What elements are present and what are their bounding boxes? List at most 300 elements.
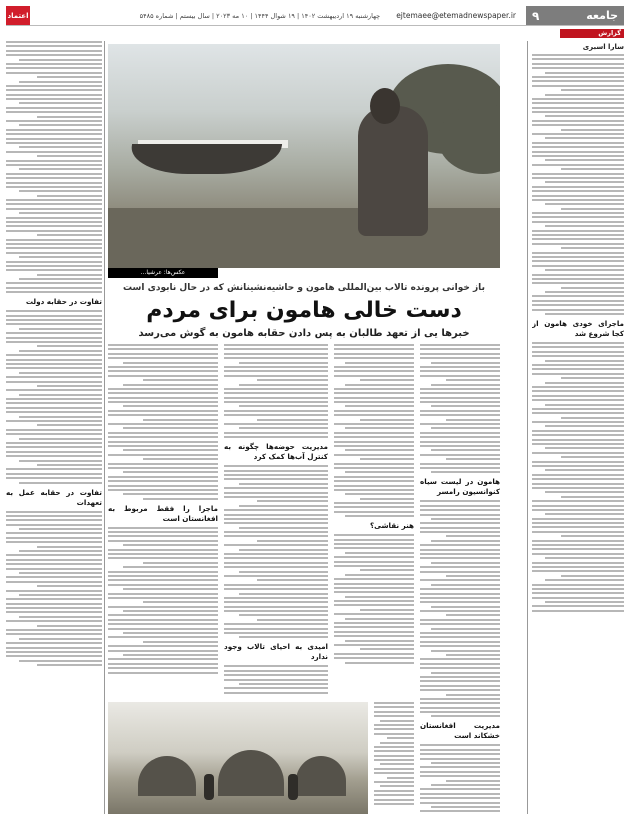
text-line bbox=[532, 63, 624, 65]
text-line bbox=[431, 762, 500, 764]
text-line bbox=[257, 419, 328, 421]
section-email[interactable]: ejtemaee@etemadnewspaper.ir bbox=[396, 11, 516, 20]
text-line bbox=[334, 534, 414, 536]
text-line bbox=[420, 775, 500, 777]
right-column-text bbox=[532, 54, 624, 315]
text-line bbox=[257, 540, 328, 542]
text-line bbox=[420, 676, 500, 678]
text-line bbox=[108, 623, 218, 625]
text-line bbox=[108, 650, 218, 652]
text-line bbox=[431, 606, 500, 608]
text-line bbox=[532, 364, 624, 366]
text-line bbox=[420, 370, 500, 372]
text-line bbox=[334, 480, 414, 482]
text-line bbox=[334, 543, 414, 545]
text-line bbox=[532, 526, 624, 528]
text-line bbox=[224, 474, 328, 476]
photo-tent bbox=[218, 750, 284, 796]
text-line bbox=[143, 458, 218, 460]
text-line bbox=[6, 186, 102, 188]
text-line bbox=[420, 689, 500, 691]
text-line bbox=[420, 771, 500, 773]
text-line bbox=[334, 366, 414, 368]
text-line bbox=[6, 173, 102, 175]
text-line bbox=[532, 605, 624, 607]
text-line bbox=[19, 638, 102, 640]
text-line bbox=[19, 190, 102, 192]
text-line bbox=[420, 454, 500, 456]
text-line bbox=[532, 386, 624, 388]
text-line bbox=[374, 750, 414, 752]
text-line bbox=[545, 557, 624, 559]
text-line bbox=[532, 151, 624, 153]
text-line bbox=[224, 509, 328, 511]
text-line bbox=[334, 344, 414, 346]
text-line bbox=[420, 375, 500, 377]
text-line bbox=[334, 445, 414, 447]
text-line bbox=[532, 461, 624, 463]
body-text bbox=[334, 534, 414, 663]
text-line bbox=[239, 614, 328, 616]
text-line bbox=[108, 579, 218, 581]
text-line bbox=[545, 469, 624, 471]
text-line bbox=[360, 609, 414, 611]
text-line bbox=[224, 348, 328, 350]
text-line bbox=[6, 581, 102, 583]
text-line bbox=[108, 636, 218, 638]
text-line bbox=[334, 587, 414, 589]
text-line bbox=[387, 737, 414, 739]
text-line bbox=[446, 654, 500, 656]
text-line bbox=[123, 384, 218, 386]
text-line bbox=[6, 269, 102, 271]
right-column-text-2 bbox=[532, 342, 624, 612]
text-line bbox=[532, 478, 624, 480]
text-line bbox=[6, 160, 102, 162]
text-line bbox=[108, 663, 218, 665]
text-line bbox=[532, 155, 624, 157]
text-line bbox=[420, 571, 500, 573]
text-line bbox=[532, 584, 624, 586]
text-line bbox=[532, 212, 624, 214]
text-line bbox=[420, 632, 500, 634]
text-line bbox=[532, 111, 624, 113]
body-subhead: امیدی به احیای تالاب وجود ندارد bbox=[224, 642, 328, 662]
text-line bbox=[6, 515, 102, 517]
text-line bbox=[420, 623, 500, 625]
text-line bbox=[19, 616, 102, 618]
text-line bbox=[37, 274, 102, 276]
text-line bbox=[345, 640, 414, 642]
text-line bbox=[6, 203, 102, 205]
left-column-subhead-1: تفاوت در حقابه دولت bbox=[25, 297, 102, 307]
text-line bbox=[224, 606, 328, 608]
text-line bbox=[6, 247, 102, 249]
text-line bbox=[6, 41, 102, 43]
left-column-text-2 bbox=[6, 310, 102, 483]
text-line bbox=[224, 353, 328, 355]
text-line bbox=[224, 531, 328, 533]
text-line bbox=[374, 799, 414, 801]
text-line bbox=[431, 471, 500, 473]
text-line bbox=[545, 313, 624, 315]
text-line bbox=[334, 401, 414, 403]
text-line bbox=[6, 111, 102, 113]
text-line bbox=[532, 67, 624, 69]
text-line bbox=[532, 195, 624, 197]
text-line bbox=[561, 377, 624, 379]
text-line bbox=[374, 790, 414, 792]
text-line bbox=[420, 667, 500, 669]
text-line bbox=[224, 632, 328, 634]
text-line bbox=[431, 518, 500, 520]
text-line bbox=[334, 591, 414, 593]
dateline: چهارشنبه ۱۹ اردیبهشت ۱۴۰۲ | ۱۹ شوال ۱۴۴۴ | ۱۰ مه ۲۰۲۳ | سال بیستم | شماره ۵۴۸۵ bbox=[139, 11, 381, 20]
text-line bbox=[334, 489, 414, 491]
text-line bbox=[545, 404, 624, 406]
text-line bbox=[334, 583, 414, 585]
text-line bbox=[108, 436, 218, 438]
text-line bbox=[532, 351, 624, 353]
text-line bbox=[6, 563, 102, 565]
left-column-text bbox=[6, 41, 102, 293]
text-line bbox=[532, 430, 624, 432]
section-box bbox=[526, 6, 624, 25]
text-line bbox=[108, 672, 218, 674]
text-line bbox=[6, 225, 102, 227]
text-line bbox=[19, 124, 102, 126]
text-line bbox=[19, 102, 102, 104]
text-line bbox=[545, 159, 624, 161]
text-line bbox=[224, 687, 328, 689]
text-line bbox=[108, 535, 218, 537]
text-line bbox=[431, 715, 500, 717]
text-line bbox=[334, 476, 414, 478]
text-line bbox=[532, 553, 624, 555]
text-line bbox=[334, 626, 414, 628]
column-divider-left bbox=[104, 41, 105, 814]
text-line bbox=[532, 265, 624, 267]
text-line bbox=[545, 601, 624, 603]
text-line bbox=[446, 458, 500, 460]
text-line bbox=[431, 362, 500, 364]
text-line bbox=[123, 449, 218, 451]
text-line bbox=[420, 645, 500, 647]
text-line bbox=[360, 498, 414, 500]
text-line bbox=[532, 434, 624, 436]
text-line bbox=[532, 562, 624, 564]
text-line bbox=[123, 493, 218, 495]
text-line bbox=[108, 489, 218, 491]
text-line bbox=[6, 265, 102, 267]
text-line bbox=[37, 424, 102, 426]
text-line bbox=[108, 388, 218, 390]
text-line bbox=[6, 451, 102, 453]
text-line bbox=[108, 557, 218, 559]
main-photo bbox=[108, 44, 500, 268]
text-line bbox=[334, 604, 414, 606]
text-line bbox=[420, 619, 500, 621]
text-line bbox=[6, 120, 102, 122]
text-line bbox=[6, 310, 102, 312]
text-line bbox=[19, 350, 102, 352]
text-line bbox=[224, 623, 328, 625]
text-line bbox=[374, 755, 414, 757]
text-line bbox=[37, 234, 102, 236]
text-line bbox=[224, 628, 328, 630]
text-line bbox=[345, 427, 414, 429]
text-line bbox=[334, 388, 414, 390]
text-line bbox=[334, 511, 414, 513]
text-line bbox=[374, 768, 414, 770]
text-line bbox=[19, 438, 102, 440]
text-line bbox=[420, 463, 500, 465]
text-line bbox=[431, 628, 500, 630]
text-line bbox=[123, 544, 218, 546]
text-line bbox=[532, 487, 624, 489]
text-line bbox=[224, 366, 328, 368]
body-column-4 bbox=[108, 344, 218, 696]
text-line bbox=[6, 568, 102, 570]
text-line bbox=[420, 544, 500, 546]
text-line bbox=[224, 544, 328, 546]
text-line bbox=[257, 500, 328, 502]
text-line bbox=[345, 449, 414, 451]
text-line bbox=[19, 372, 102, 374]
text-line bbox=[6, 554, 102, 556]
text-line bbox=[108, 571, 218, 573]
text-line bbox=[6, 45, 102, 47]
text-line bbox=[224, 566, 328, 568]
text-line bbox=[420, 744, 500, 746]
body-text bbox=[108, 527, 218, 674]
text-line bbox=[532, 399, 624, 401]
text-line bbox=[420, 698, 500, 700]
text-line bbox=[257, 619, 328, 621]
text-line bbox=[532, 80, 624, 82]
text-line bbox=[420, 522, 500, 524]
text-line bbox=[123, 588, 218, 590]
left-column bbox=[6, 41, 102, 814]
text-line bbox=[6, 655, 102, 657]
text-line bbox=[224, 588, 328, 590]
text-line bbox=[532, 597, 624, 599]
body-text bbox=[334, 344, 414, 517]
text-line bbox=[420, 445, 500, 447]
text-line bbox=[6, 590, 102, 592]
photo-tent bbox=[138, 756, 196, 796]
text-line bbox=[6, 50, 102, 52]
text-line bbox=[420, 436, 500, 438]
text-line bbox=[387, 777, 414, 779]
text-line bbox=[143, 641, 218, 643]
text-line bbox=[532, 522, 624, 524]
text-line bbox=[420, 527, 500, 529]
text-line bbox=[532, 221, 624, 223]
text-line bbox=[224, 470, 328, 472]
text-line bbox=[6, 468, 102, 470]
text-line bbox=[334, 485, 414, 487]
body-column-3 bbox=[224, 344, 328, 696]
text-line bbox=[19, 550, 102, 552]
text-line bbox=[239, 527, 328, 529]
text-line bbox=[561, 247, 624, 249]
text-line bbox=[6, 363, 102, 365]
text-line bbox=[108, 445, 218, 447]
text-line bbox=[380, 742, 414, 744]
text-line bbox=[420, 802, 500, 804]
text-line bbox=[431, 449, 500, 451]
text-line bbox=[420, 641, 500, 643]
text-line bbox=[6, 607, 102, 609]
text-line bbox=[334, 561, 414, 563]
text-line bbox=[239, 505, 328, 507]
text-line bbox=[123, 566, 218, 568]
text-line bbox=[374, 746, 414, 748]
text-line bbox=[6, 221, 102, 223]
text-line bbox=[224, 584, 328, 586]
text-line bbox=[545, 447, 624, 449]
story-deck: خبرها یی از تعهد طالبان به پس دادن حقابه هامون به گوش می‌رسد bbox=[138, 328, 470, 339]
text-line bbox=[420, 397, 500, 399]
text-line bbox=[545, 137, 624, 139]
body-subhead: ماجرا را فقط مربوط به افغانستان است bbox=[108, 503, 218, 523]
secondary-photo bbox=[108, 702, 368, 814]
text-line bbox=[19, 81, 102, 83]
text-line bbox=[224, 522, 328, 524]
text-line bbox=[239, 549, 328, 551]
text-line bbox=[420, 685, 500, 687]
text-line bbox=[224, 401, 328, 403]
text-line bbox=[532, 199, 624, 201]
text-line bbox=[224, 492, 328, 494]
text-line bbox=[561, 575, 624, 577]
text-line bbox=[532, 452, 624, 454]
text-line bbox=[532, 390, 624, 392]
text-line bbox=[532, 120, 624, 122]
text-line bbox=[37, 625, 102, 627]
text-line bbox=[334, 432, 414, 434]
text-line bbox=[532, 177, 624, 179]
text-line bbox=[224, 553, 328, 555]
text-line bbox=[420, 344, 500, 346]
text-line bbox=[6, 559, 102, 561]
photo-figure bbox=[204, 774, 214, 800]
text-line bbox=[224, 432, 328, 434]
text-line bbox=[224, 674, 328, 676]
text-line bbox=[6, 287, 102, 289]
text-line bbox=[334, 653, 414, 655]
text-line bbox=[532, 107, 624, 109]
text-line bbox=[334, 392, 414, 394]
text-line bbox=[446, 575, 500, 577]
text-line bbox=[532, 300, 624, 302]
text-line bbox=[6, 411, 102, 413]
text-line bbox=[224, 692, 328, 694]
text-line bbox=[532, 76, 624, 78]
text-line bbox=[420, 441, 500, 443]
text-line bbox=[108, 410, 218, 412]
text-line bbox=[19, 212, 102, 214]
text-line bbox=[6, 164, 102, 166]
text-line bbox=[6, 620, 102, 622]
text-line bbox=[532, 186, 624, 188]
text-line bbox=[6, 94, 102, 96]
text-line bbox=[431, 584, 500, 586]
text-line bbox=[545, 513, 624, 515]
text-line bbox=[108, 593, 218, 595]
text-line bbox=[420, 793, 500, 795]
text-line bbox=[334, 556, 414, 558]
text-line bbox=[108, 366, 218, 368]
text-line bbox=[374, 772, 414, 774]
text-line bbox=[532, 309, 624, 311]
text-line bbox=[532, 304, 624, 306]
text-line bbox=[37, 76, 102, 78]
text-line bbox=[380, 720, 414, 722]
left-column-text-3 bbox=[6, 511, 102, 667]
text-line bbox=[6, 429, 102, 431]
text-line bbox=[224, 423, 328, 425]
text-line bbox=[6, 323, 102, 325]
text-line bbox=[532, 395, 624, 397]
text-line bbox=[374, 759, 414, 761]
text-line bbox=[420, 553, 500, 555]
photo-person bbox=[358, 106, 428, 236]
text-line bbox=[334, 423, 414, 425]
text-line bbox=[224, 562, 328, 564]
text-line bbox=[420, 593, 500, 595]
text-line bbox=[532, 102, 624, 104]
text-line bbox=[374, 781, 414, 783]
text-line bbox=[6, 89, 102, 91]
text-line bbox=[532, 610, 624, 612]
text-line bbox=[532, 570, 624, 572]
text-line bbox=[123, 654, 218, 656]
story-headline: دست خالی هامون برای مردم bbox=[146, 298, 462, 323]
text-line bbox=[420, 531, 500, 533]
text-line bbox=[6, 603, 102, 605]
text-line bbox=[19, 416, 102, 418]
text-line bbox=[532, 355, 624, 357]
text-line bbox=[6, 407, 102, 409]
text-line bbox=[345, 662, 414, 664]
text-line bbox=[431, 540, 500, 542]
text-line bbox=[420, 423, 500, 425]
text-line bbox=[545, 291, 624, 293]
text-line bbox=[431, 562, 500, 564]
text-line bbox=[345, 471, 414, 473]
text-line bbox=[108, 441, 218, 443]
text-line bbox=[224, 397, 328, 399]
text-line bbox=[257, 579, 328, 581]
text-line bbox=[420, 401, 500, 403]
text-line bbox=[19, 168, 102, 170]
body-text bbox=[420, 744, 500, 814]
text-line bbox=[19, 594, 102, 596]
text-line bbox=[334, 565, 414, 567]
text-line bbox=[334, 622, 414, 624]
text-line bbox=[108, 370, 218, 372]
text-line bbox=[6, 359, 102, 361]
text-line bbox=[19, 394, 102, 396]
text-line bbox=[19, 146, 102, 148]
text-line bbox=[532, 234, 624, 236]
page-header bbox=[6, 6, 624, 26]
text-line bbox=[224, 410, 328, 412]
text-line bbox=[108, 353, 218, 355]
text-line bbox=[561, 417, 624, 419]
